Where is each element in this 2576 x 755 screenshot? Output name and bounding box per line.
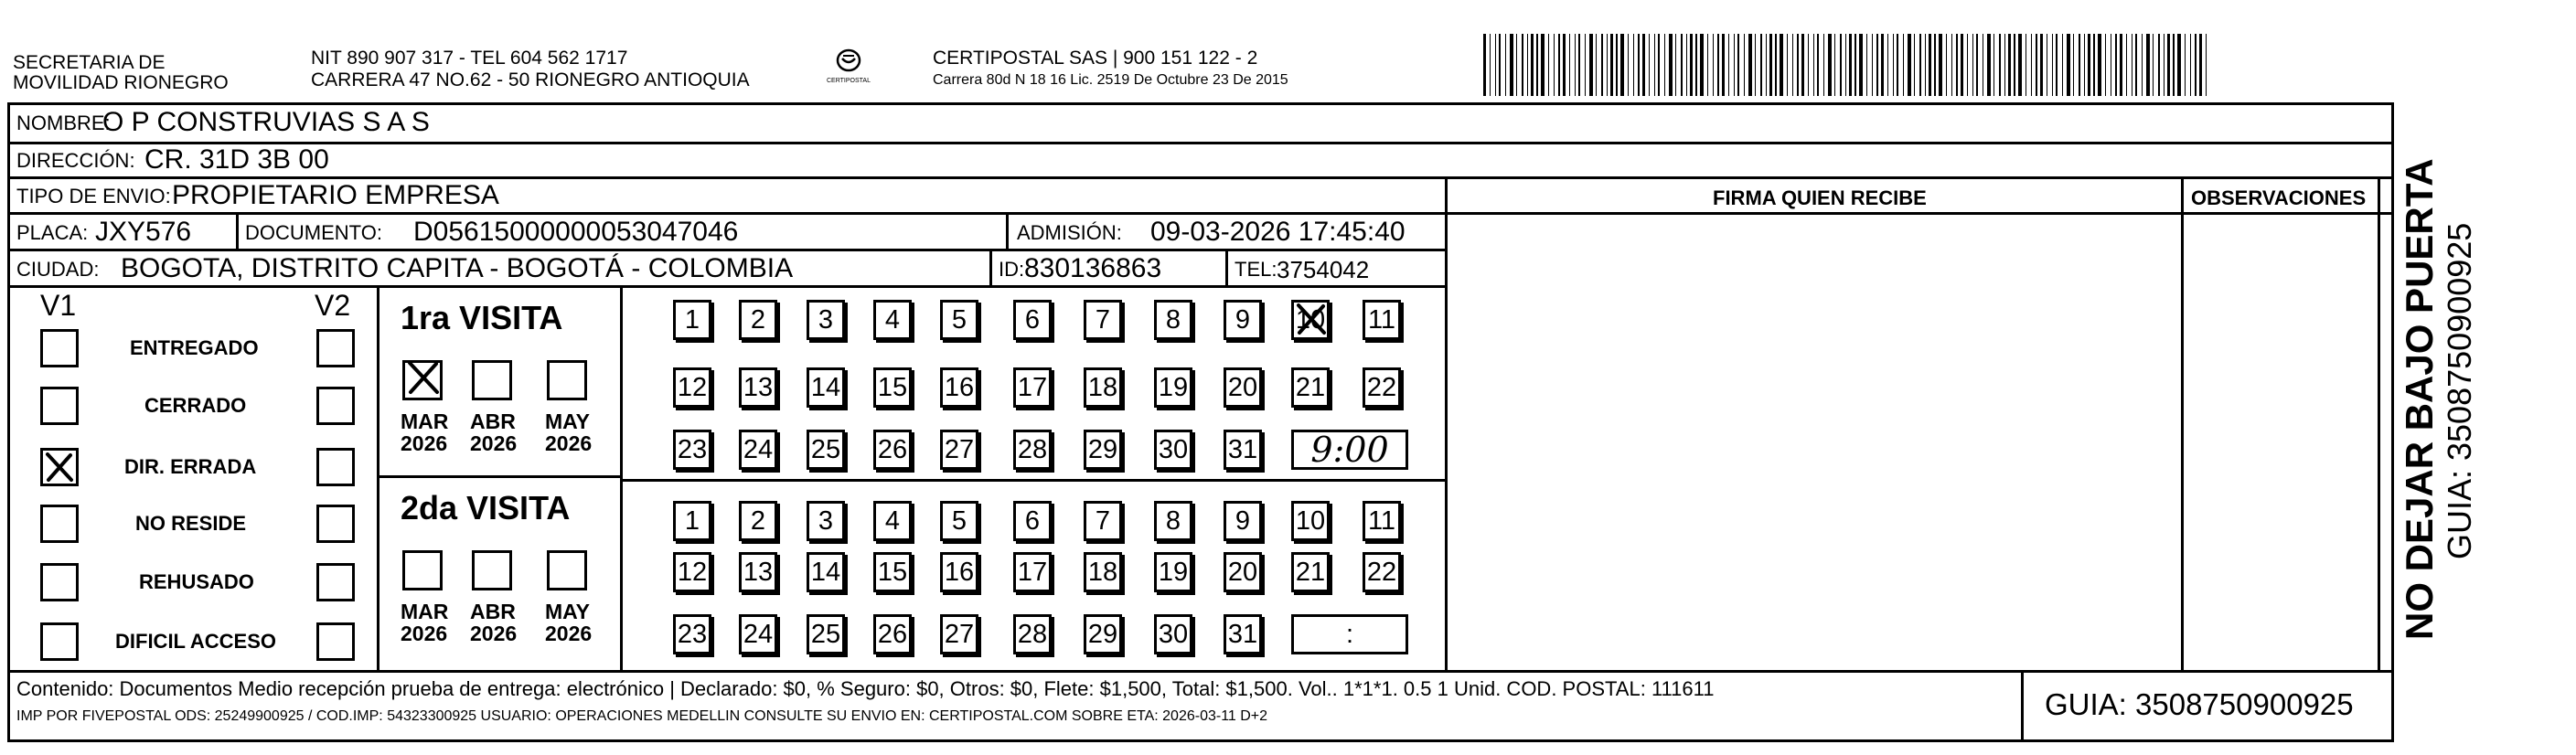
day-box[interactable]: 29	[1084, 430, 1122, 470]
observaciones-header: OBSERVACIONES	[2191, 186, 2367, 209]
day-box[interactable]: 12	[673, 367, 711, 408]
x-mark-icon	[404, 358, 443, 397]
year-label: 2026	[401, 622, 448, 645]
v2-header: V2	[315, 289, 351, 322]
day-box[interactable]: 9	[1224, 300, 1262, 340]
month-label: ABR	[470, 600, 516, 623]
status-label: ENTREGADO	[130, 336, 259, 359]
direccion-label: DIRECCIÓN:	[16, 149, 135, 172]
status-v2-checkbox[interactable]	[316, 448, 355, 486]
day-box[interactable]: 14	[807, 367, 845, 408]
column-divider	[1225, 249, 1228, 285]
column-divider	[1006, 212, 1009, 249]
address-line: CARRERA 47 NO.62 - 50 RIONEGRO ANTIOQUIA	[311, 69, 750, 90]
day-box[interactable]: 4	[873, 501, 912, 541]
no-dejar-bajo-puerta: NO DEJAR BAJO PUERTA	[2398, 158, 2441, 640]
day-box[interactable]: 16	[940, 367, 978, 408]
day-box[interactable]: 15	[873, 552, 912, 592]
year-label: 2026	[401, 431, 448, 455]
day-box[interactable]: 9	[1224, 501, 1262, 541]
row-divider	[7, 285, 1445, 288]
month-label: MAY	[545, 409, 590, 433]
day-box[interactable]: 31	[1224, 614, 1262, 654]
column-divider	[236, 212, 239, 249]
visit1-title: 1ra VISITA	[401, 299, 563, 336]
row-divider	[7, 670, 2394, 673]
ciudad-label: CIUDAD:	[16, 258, 100, 281]
day-box[interactable]: 15	[873, 367, 912, 408]
certipostal-logo-icon	[816, 46, 887, 97]
day-box[interactable]: 4	[873, 300, 912, 340]
day-box[interactable]: 7	[1084, 501, 1122, 541]
visit-divider	[377, 475, 622, 478]
month-label: MAR	[401, 409, 449, 433]
day-box[interactable]: 1	[673, 501, 711, 541]
day-box[interactable]: 20	[1224, 552, 1262, 592]
day-box[interactable]: 5	[940, 300, 978, 340]
org-line-1: SECRETARIA DE	[13, 52, 166, 73]
row-divider	[1445, 212, 2394, 215]
time-box[interactable]: :	[1291, 614, 1408, 654]
day-box[interactable]: 30	[1154, 430, 1192, 470]
contenido-text: Contenido: Documentos Medio recepción prueba de entrega: electrónico | Declarado: $0, % Seguro: $0, Otros: $0, Flete: $1,500, Total: $1,500. Vol.. 1*1*1. 0.5 1 Unid. COD. POSTAL: 111611	[16, 677, 1715, 700]
visit-divider	[620, 479, 1445, 482]
admision-value: 09-03-2026 17:45:40	[1150, 217, 1406, 247]
courier-line-2: Carrera 80d N 18 16 Lic. 2519 De Octubre 23 De 2015	[933, 72, 1288, 88]
status-v1-checkbox[interactable]	[40, 329, 79, 367]
day-box[interactable]: 13	[739, 367, 777, 408]
status-label: NO RESIDE	[135, 512, 247, 535]
column-divider	[989, 249, 992, 285]
day-box[interactable]: 28	[1013, 430, 1052, 470]
month-checkbox[interactable]	[472, 550, 512, 590]
month-label: MAY	[545, 600, 590, 623]
day-box[interactable]: 29	[1084, 614, 1122, 654]
time-box[interactable]: 9:00	[1291, 430, 1408, 470]
row-divider	[7, 142, 2394, 144]
year-label: 2026	[545, 622, 593, 645]
day-box[interactable]: 21	[1291, 552, 1330, 592]
day-box[interactable]: 18	[1084, 367, 1122, 408]
year-label: 2026	[470, 622, 518, 645]
day-box[interactable]: 18	[1084, 552, 1122, 592]
day-box[interactable]: 8	[1154, 501, 1192, 541]
month-label: MAR	[401, 600, 449, 623]
tipo-envio-label: TIPO DE ENVIO:	[16, 185, 171, 207]
nombre-label: NOMBRE:	[16, 112, 111, 134]
v1-header: V1	[40, 289, 77, 322]
status-label: CERRADO	[144, 394, 247, 417]
day-box[interactable]: 22	[1363, 552, 1401, 592]
day-box[interactable]: 13	[739, 552, 777, 592]
id-label: ID:	[999, 258, 1025, 281]
day-box[interactable]: 6	[1013, 300, 1052, 340]
status-v2-checkbox[interactable]	[316, 329, 355, 367]
day-box[interactable]: 11	[1363, 300, 1401, 340]
firma-header: FIRMA QUIEN RECIBE	[1713, 186, 1927, 209]
day-box[interactable]: 17	[1013, 552, 1052, 592]
day-box[interactable]: 10	[1291, 501, 1330, 541]
day-box[interactable]: 23	[673, 614, 711, 654]
day-box[interactable]: 31	[1224, 430, 1262, 470]
status-label: DIFICIL ACCESO	[115, 630, 277, 653]
day-box[interactable]: 3	[807, 300, 845, 340]
nit-line: NIT 890 907 317 - TEL 604 562 1717	[311, 48, 628, 69]
svg-text:CERTIPOSTAL: CERTIPOSTAL	[827, 78, 871, 84]
courier-line-1: CERTIPOSTAL SAS | 900 151 122 - 2	[933, 48, 1258, 69]
day-box[interactable]: 27	[940, 430, 978, 470]
day-box[interactable]: 8	[1154, 300, 1192, 340]
x-mark-icon	[1293, 301, 1330, 337]
day-box[interactable]: 25	[807, 430, 845, 470]
column-divider	[1445, 176, 1448, 670]
status-v1-checkbox[interactable]	[40, 505, 79, 543]
day-box[interactable]: 3	[807, 501, 845, 541]
direccion-value: CR. 31D 3B 00	[144, 144, 329, 175]
id-value: 830136863	[1024, 253, 1162, 283]
admision-label: ADMISIÓN:	[1017, 221, 1122, 244]
nombre-value: O P CONSTRUVIAS S A S	[102, 107, 430, 137]
side-guia: GUIA: 3508750900925	[2441, 222, 2478, 559]
day-box[interactable]: 23	[673, 430, 711, 470]
day-box[interactable]: 21	[1291, 367, 1330, 408]
day-box[interactable]: 27	[940, 614, 978, 654]
day-box[interactable]: 24	[739, 430, 777, 470]
day-box[interactable]: 2	[739, 300, 777, 340]
row-divider	[7, 176, 2394, 179]
day-box[interactable]: 19	[1154, 367, 1192, 408]
month-checkbox[interactable]	[547, 360, 587, 400]
status-v1-checkbox[interactable]	[40, 387, 79, 425]
footer-guia: GUIA: 3508750900925	[2045, 687, 2354, 721]
day-box[interactable]: 30	[1154, 614, 1192, 654]
column-divider	[2181, 176, 2184, 670]
imp-text: IMP POR FIVEPOSTAL ODS: 25249900925 / COD.IMP: 54323300925 USUARIO: OPERACIONES MEDELLIN CONSULTE SU ENVIO EN: CERTIPOSTAL.COM SOBRE ETA: 2026-03-11 D+2	[16, 708, 1268, 724]
month-label: ABR	[470, 409, 516, 433]
org-line-2: MOVILIDAD RIONEGRO	[13, 72, 229, 93]
ciudad-value: BOGOTA, DISTRITO CAPITA - BOGOTÁ - COLOMBIA	[121, 253, 794, 283]
day-box[interactable]: 26	[873, 614, 912, 654]
day-box[interactable]: 28	[1013, 614, 1052, 654]
status-v2-checkbox[interactable]	[316, 505, 355, 543]
day-box[interactable]: 7	[1084, 300, 1122, 340]
status-v2-checkbox[interactable]	[316, 563, 355, 601]
month-checkbox[interactable]	[547, 550, 587, 590]
day-box[interactable]: 2	[739, 501, 777, 541]
status-v2-checkbox[interactable]	[316, 622, 355, 661]
row-divider	[7, 249, 1445, 251]
day-box[interactable]: 11	[1363, 501, 1401, 541]
month-checkbox[interactable]	[402, 550, 443, 590]
visit2-title: 2da VISITA	[401, 489, 571, 526]
day-box[interactable]: 25	[807, 614, 845, 654]
year-label: 2026	[470, 431, 518, 455]
barcode	[1483, 34, 2215, 98]
day-box[interactable]: 24	[739, 614, 777, 654]
tel-value: 3754042	[1277, 256, 1370, 283]
day-box[interactable]: 17	[1013, 367, 1052, 408]
day-box[interactable]: 12	[673, 552, 711, 592]
year-label: 2026	[545, 431, 593, 455]
status-v2-checkbox[interactable]	[316, 387, 355, 425]
column-divider	[2021, 670, 2024, 742]
day-box[interactable]: 16	[940, 552, 978, 592]
status-v1-checkbox[interactable]	[40, 622, 79, 661]
tel-label: TEL:	[1235, 258, 1277, 281]
day-box[interactable]: 6	[1013, 501, 1052, 541]
placa-value: JXY576	[95, 217, 192, 247]
day-box[interactable]: 1	[673, 300, 711, 340]
x-mark-icon	[42, 450, 77, 484]
placa-label: PLACA:	[16, 221, 89, 244]
day-box[interactable]: 22	[1363, 367, 1401, 408]
documento-value: D05615000000053047046	[413, 217, 739, 247]
status-label: DIR. ERRADA	[124, 455, 257, 478]
tipo-envio-value: PROPIETARIO EMPRESA	[172, 180, 499, 210]
day-box[interactable]: 14	[807, 552, 845, 592]
day-box[interactable]: 10	[1291, 300, 1330, 340]
column-divider	[2378, 176, 2380, 670]
day-box[interactable]: 19	[1154, 552, 1192, 592]
month-checkbox[interactable]	[472, 360, 512, 400]
status-label: REHUSADO	[139, 570, 254, 593]
status-v1-checkbox[interactable]	[40, 563, 79, 601]
documento-label: DOCUMENTO:	[245, 221, 382, 244]
day-box[interactable]: 20	[1224, 367, 1262, 408]
day-box[interactable]: 26	[873, 430, 912, 470]
row-divider	[7, 212, 1445, 215]
day-box[interactable]: 5	[940, 501, 978, 541]
